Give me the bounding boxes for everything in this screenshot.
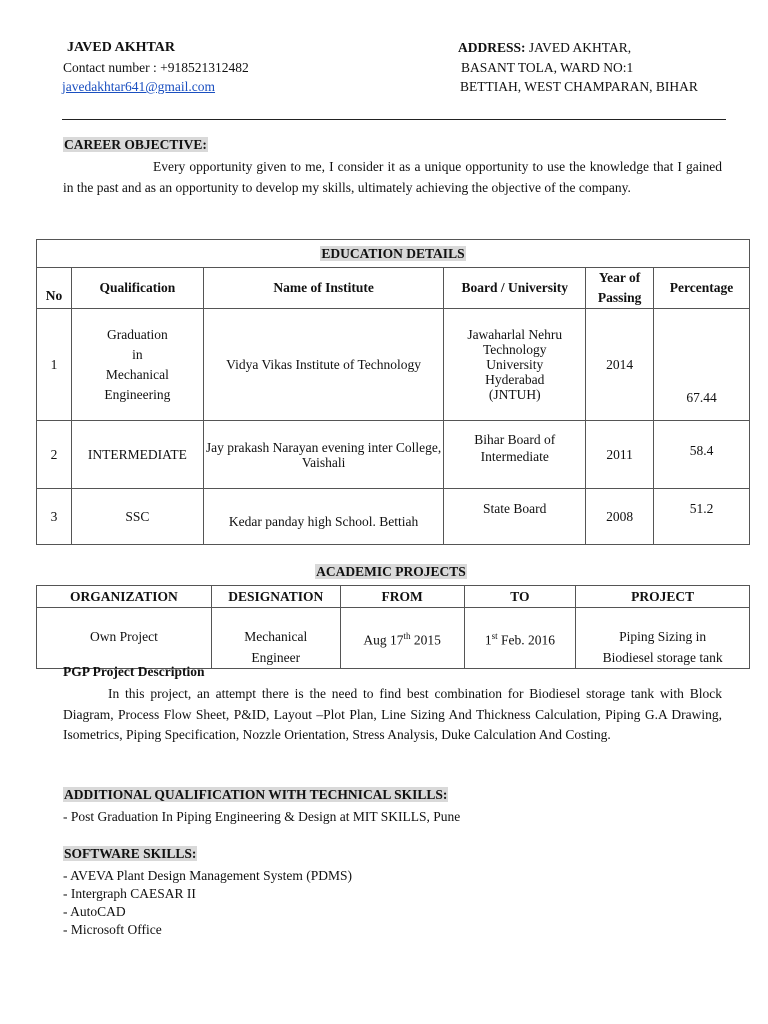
education-title: EDUCATION DETAILS <box>37 240 750 268</box>
software-list <box>63 867 352 939</box>
row-year: 2014 <box>586 309 654 421</box>
career-heading: CAREER OBJECTIVE: <box>64 137 207 152</box>
projects-title: ACADEMIC PROJECTS <box>316 564 466 579</box>
row-board: Jawaharlal Nehru Technology University Hyderabad (JNTUH) <box>444 309 586 421</box>
address-line-3: BETTIAH, WEST CHAMPARAN, BIHAR <box>460 79 698 94</box>
row-from: Aug 17th 2015 <box>340 608 464 669</box>
row-year: 2008 <box>586 489 654 545</box>
row-designation: Mechanical Engineer <box>211 608 340 669</box>
list-item: - AVEVA Plant Design Management System (PDMS) <box>63 868 353 883</box>
row-percentage: 58.4 <box>654 421 750 489</box>
row-qualification: Graduation in Mechanical Engineering <box>71 309 203 421</box>
projects-header-row <box>37 586 750 608</box>
contact-number: Contact number : +918521312482 <box>63 60 249 75</box>
candidate-name: JAVED AKHTAR <box>67 40 176 55</box>
list-item: - Microsoft Office <box>63 922 162 937</box>
address-line-2: BASANT TOLA, WARD NO:1 <box>461 60 634 75</box>
col-no: No <box>37 268 72 309</box>
row-percentage: 51.2 <box>654 489 750 545</box>
row-board: Bihar Board of Intermediate <box>444 421 586 489</box>
address-label: ADDRESS: <box>458 40 526 55</box>
education-header-row <box>37 268 750 309</box>
row-qualification: SSC <box>71 489 203 545</box>
row-qualification: INTERMEDIATE <box>71 421 203 489</box>
email-link[interactable]: javedakhtar641@gmail.com <box>62 79 216 94</box>
row-percentage: 67.44 <box>654 309 750 421</box>
software-heading: SOFTWARE SKILLS: <box>64 846 197 861</box>
row-year: 2011 <box>586 421 654 489</box>
row-organization: Own Project <box>37 608 212 669</box>
row-board: State Board <box>444 489 586 545</box>
row-no: 2 <box>37 421 72 489</box>
list-item: - Post Graduation In Piping Engineering & Design at MIT SKILLS, Pune <box>63 809 461 824</box>
projects-table <box>36 585 750 669</box>
additional-heading: ADDITIONAL QUALIFICATION WITH TECHNICAL SKILLS: <box>64 787 448 802</box>
col-qualification: Qualification <box>71 268 203 309</box>
career-heading-wrap <box>63 137 208 153</box>
row-institute: Jay prakash Narayan evening inter College, Vaishali <box>203 421 444 489</box>
table-row <box>37 608 750 669</box>
additional-list <box>63 808 460 826</box>
col-project: PROJECT <box>576 586 750 608</box>
table-row <box>37 421 750 489</box>
col-board: Board / University <box>444 268 586 309</box>
projects-title-wrap <box>0 564 768 580</box>
header-divider <box>62 119 726 120</box>
project-desc-heading: PGP Project Description <box>63 664 205 679</box>
row-project: Piping Sizing in Biodiesel storage tank <box>576 608 750 669</box>
col-to: TO <box>464 586 576 608</box>
row-to: 1st Feb. 2016 <box>464 608 576 669</box>
col-year: Year of Passing <box>586 268 654 309</box>
col-organization: ORGANIZATION <box>37 586 212 608</box>
col-institute: Name of Institute <box>203 268 444 309</box>
col-percentage: Percentage <box>654 268 750 309</box>
education-table <box>36 239 750 545</box>
row-institute: Vidya Vikas Institute of Technology <box>203 309 444 421</box>
additional-heading-wrap <box>63 787 448 803</box>
table-row <box>37 489 750 545</box>
project-desc-text: In this project, an attempt there is the need to find best combination for Biodiesel storage tank with Block Diagram, Process Flow Sheet, P&ID, Layout –Plot Plan, Line Sizing And Thickness Calculation, Piping G.A Drawing, Isometrics, Piping Specification, Nozzle Orientation, Stress Analysis, Duke Calculation And Costing. <box>63 686 722 742</box>
table-row <box>37 309 750 421</box>
row-no: 3 <box>37 489 72 545</box>
career-text: Every opportunity given to me, I consider it as a unique opportunity to use the knowledge that I gained in the past and as an opportunity to develop my skills, ultimately achieving the objective of the company. <box>63 159 722 195</box>
software-heading-wrap <box>63 846 197 862</box>
row-no: 1 <box>37 309 72 421</box>
address-name: JAVED AKHTAR, <box>528 40 632 55</box>
col-from: FROM <box>340 586 464 608</box>
col-designation: DESIGNATION <box>211 586 340 608</box>
list-item: - AutoCAD <box>63 904 126 919</box>
address-line-1 <box>458 40 631 56</box>
row-institute: Kedar panday high School. Bettiah <box>203 489 444 545</box>
list-item: - Intergraph CAESAR II <box>63 886 196 901</box>
